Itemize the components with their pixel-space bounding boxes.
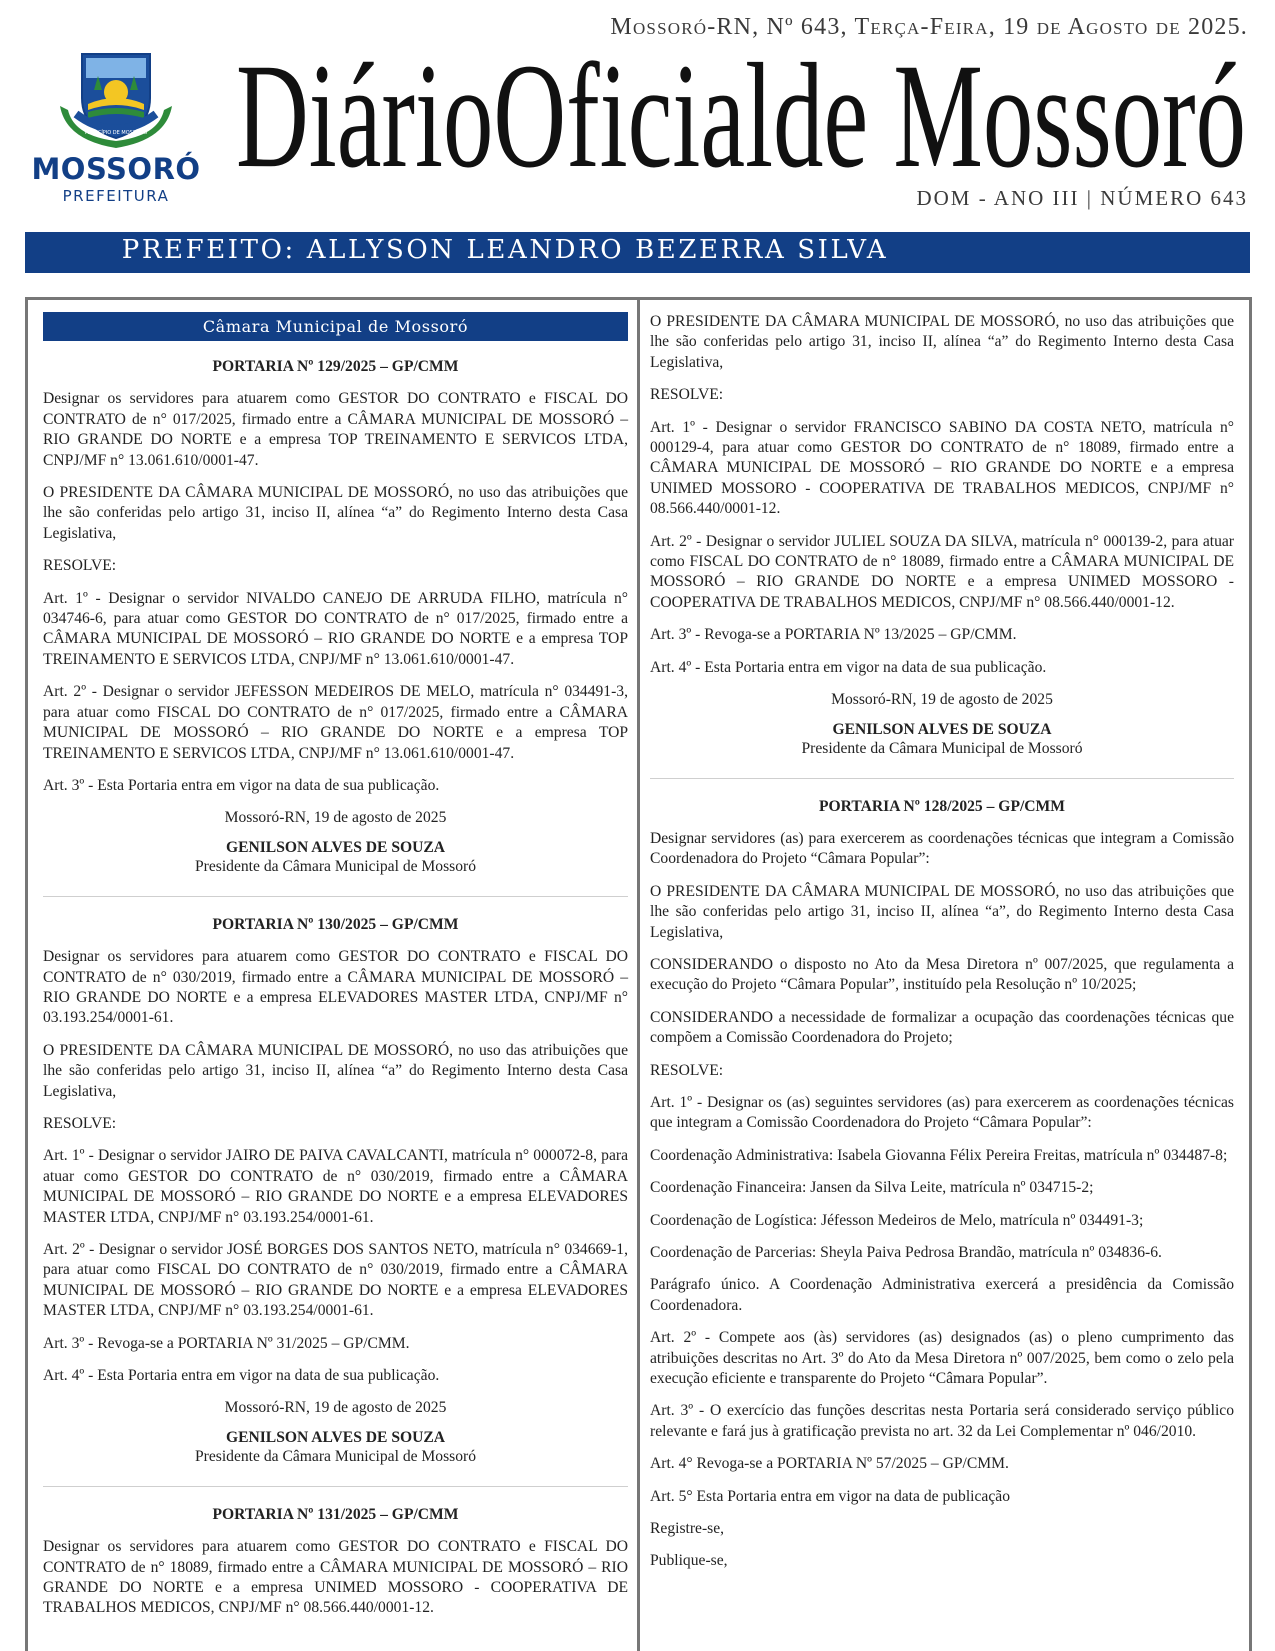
edition-line: Mossoró-RN, Nº 643, Terça-Feira, 19 de Agosto de 2025. [610,14,1248,40]
portaria-129-preamble: O PRESIDENTE DA CÂMARA MUNICIPAL DE MOSSORÓ, no uso das atribuições que lhe são conferidas pelo artigo 31, inciso II, alínea “a” do Regimento Interno desta Casa Legislativa, [43,484,628,542]
portaria-131-place-date: Mossoró-RN, 19 de agosto de 2025 [831,691,1053,709]
coordenacao-administrativa: Coordenação Administrativa: Isabela Giovanna Félix Pereira Freitas, matrícula nº 034487-8; [650,1146,1228,1164]
portaria-130-signer-role: Presidente da Câmara Municipal de Mossoró [194,1447,477,1465]
right-column [650,312,1234,1584]
portaria-128-considerando-2: CONSIDERANDO a necessidade de formalizar a ocupação das coordenações técnicas que compõem a Comissão Coordenadora do Projeto; [650,1008,1234,1047]
portaria-131-art3: Art. 3º - Revoga-se a PORTARIA Nº 13/2025 – GP/CMM. [650,626,1017,644]
portaria-130-art2: Art. 2º - Designar o servidor JOSÉ BORGES DOS SANTOS NETO, matrícula n° 034669-1, para atuar como FISCAL DO CONTRATO de n° 030/2019, firmado entre a CÂMARA MUNICIPAL DE MOSSORÓ – RIO GRANDE DO NORTE e a empresa ELEVADORES MASTER LTDA, CNPJ/MF n° 03.193.254/0001-61. [43,1241,628,1320]
portaria-131-resolve: RESOLVE: [650,386,724,404]
portaria-129-art1: Art. 1º - Designar o servidor NIVALDO CANEJO DE ARRUDA FILHO, matrícula n° 034746-6, para atuar como GESTOR DO CONTRATO de n° 017/2025, firmado entre a CÂMARA MUNICIPAL DE MOSSORÓ – RIO GRANDE DO NORTE e a empresa TOP TREINAMENTO E SERVICOS LTDA, CNPJ/MF n° 13.061.610/0001-47. [43,589,628,668]
portaria-130-title: PORTARIA Nº 130/2025 – GP/CMM [212,915,459,933]
portaria-128-resolve: RESOLVE: [650,1061,724,1079]
registre-se: Registre-se, [650,1520,725,1538]
portaria-131-signer: GENILSON ALVES DE SOUZA [832,720,1052,738]
publique-se: Publique-se, [650,1552,728,1570]
portaria-131-art4: Art. 4º - Esta Portaria entra em vigor na data de sua publicação. [650,658,1047,676]
portaria-131-art2: Art. 2º - Designar o servidor JULIEL SOUZA DA SILVA, matrícula n° 000139-2, para atuar como FISCAL DO CONTRATO de n° 18089, firmado entre a CÂMARA MUNICIPAL DE MOSSORÓ – RIO GRANDE DO NORTE e a empresa UNIMED MOSSORO - COOPERATIVA DE TRABALHOS MEDICOS, CNPJ/MF n° 08.566.440/0001-12. [650,532,1234,611]
city-logo [26,48,206,206]
logo-ribbon: MUNICÍPIO DE MOSSORÓ [84,130,148,136]
section-title: Câmara Municipal de Mossoró [43,312,628,341]
coordenacao-logistica: Coordenação de Logística: Jéfesson Medeiros de Melo, matrícula nº 034491-3; [650,1211,1144,1229]
portaria-128-title: PORTARIA Nº 128/2025 – GP/CMM [819,797,1065,815]
portaria-131-intro: Designar os servidores para atuarem como GESTOR DO CONTRATO e FISCAL DO CONTRATO de n° 18089, firmado entre a CÂMARA MUNICIPAL DE MOSSORÓ – RIO GRANDE DO NORTE e a empresa UNIMED MOSSORO - COOPERATIVA DE TRABALHOS MEDICOS, CNPJ/MF n° 08.566.440/0001-12. [43,1538,628,1617]
portaria-131-preamble: O PRESIDENTE DA CÂMARA MUNICIPAL DE MOSSORÓ, no uso das atribuições que lhe são conferidas pelo artigo 31, inciso II, alínea “a” do Regimento Interno desta Casa Legislativa, [650,313,1234,371]
portaria-129-art2: Art. 2º - Designar o servidor JEFESSON MEDEIROS DE MELO, matrícula n° 034491-3, para atuar como FISCAL DO CONTRATO de n° 017/2025, firmado entre a CÂMARA MUNICIPAL DE MOSSORÓ – RIO GRANDE DO NORTE e a empresa TOP TREINAMENTO E SERVICOS LTDA, CNPJ/MF n° 13.061.610/0001-47. [43,683,628,762]
portaria-128-intro: Designar servidores (as) para exercerem as coordenações técnicas que integram a Comissão Coordenadora do Projeto “Câmara Popular”: [650,829,1234,868]
column-divider [637,298,640,1651]
portaria-129-intro: Designar os servidores para atuarem como GESTOR DO CONTRATO e FISCAL DO CONTRATO de n° 017/2025, firmado entre a CÂMARA MUNICIPAL DE MOSSORÓ – RIO GRANDE DO NORTE e a empresa TOP TREINAMENTO E SERVICOS LTDA, CNPJ/MF n° 13.061.610/0001-47. [43,390,628,469]
mayor-banner [25,232,1250,273]
portaria-130-art1: Art. 1º - Designar o servidor JAIRO DE PAIVA CAVALCANTI, matrícula n° 000072-8, para atuar como GESTOR DO CONTRATO de n° 030/2019, firmado entre a CÂMARA MUNICIPAL DE MOSSORÓ – RIO GRANDE DO NORTE e a empresa ELEVADORES MASTER LTDA, CNPJ/MF n° 03.193.254/0001-61. [43,1147,628,1226]
portaria-128-preamble: O PRESIDENTE DA CÂMARA MUNICIPAL DE MOSSORÓ, no uso das atribuições que lhe são conferidas pelo artigo 31, inciso II, alínea “a”, do Regimento Interno desta Casa Legislativa, [650,882,1234,941]
portaria-128-art3: Art. 3º - O exercício das funções descritas nesta Portaria será considerado serviço público relevante e fará jus à gratificação prevista no art. 32 da Lei Complementar nº 046/2010. [650,1402,1234,1440]
masthead-title [232,38,1250,188]
portaria-129-place-date: Mossoró-RN, 19 de agosto de 2025 [224,809,447,827]
portaria-131-title: PORTARIA Nº 131/2025 – GP/CMM [212,1505,459,1523]
separator [650,778,1234,779]
masthead-text: DiárioOficialde Mossoró [236,38,1246,188]
portaria-129-signer: GENILSON ALVES DE SOUZA [225,838,446,856]
left-column [43,312,628,1631]
logo-subtitle: PREFEITURA [62,187,170,205]
portaria-130-art4: Art. 4º - Esta Portaria entra em vigor na data de sua publicação. [43,1367,440,1385]
logo-name: MOSSORÓ [31,152,201,186]
portaria-130-signer: GENILSON ALVES DE SOUZA [225,1428,446,1446]
portaria-129-resolve: RESOLVE: [43,557,117,575]
portaria-130-resolve: RESOLVE: [43,1114,117,1132]
separator [43,896,628,897]
portaria-129-art3: Art. 3º - Esta Portaria entra em vigor na data de sua publicação. [43,776,440,794]
issue-number: DOM - ANO III | NÚMERO 643 [916,186,1248,210]
portaria-130-place-date: Mossoró-RN, 19 de agosto de 2025 [224,1399,447,1417]
coat-of-arms-icon [54,48,178,152]
portaria-128-art5: Art. 5° Esta Portaria entra em vigor na data de publicação [650,1487,1010,1505]
coordenacao-parcerias: Coordenação de Parcerias: Sheyla Paiva Pedrosa Brandão, matrícula nº 034836-6. [650,1244,1162,1261]
portaria-129-signer-role: Presidente da Câmara Municipal de Mossoró [194,857,477,875]
portaria-128-art4: Art. 4° Revoga-se a PORTARIA Nº 57/2025 – GP/CMM. [650,1455,1009,1473]
portaria-130-preamble: O PRESIDENTE DA CÂMARA MUNICIPAL DE MOSSORÓ, no uso das atribuições que lhe são conferidas pelo artigo 31, inciso II, alínea “a” do Regimento Interno desta Casa Legislativa, [43,1041,628,1100]
portaria-128-art2: Art. 2º - Compete aos (às) servidores (as) designados (as) o pleno cumprimento das atribuições descritas no Art. 3º do Ato da Mesa Diretora nº 007/2025, bem como o zelo pela execução eficiente e transparente do Projeto “Câmara Popular”. [650,1329,1234,1388]
portaria-131-signer-role: Presidente da Câmara Municipal de Mossoró [801,739,1083,757]
portaria-130-intro: Designar os servidores para atuarem como GESTOR DO CONTRATO e FISCAL DO CONTRATO de n° 030/2019, firmado entre a CÂMARA MUNICIPAL DE MOSSORÓ – RIO GRANDE DO NORTE e a empresa ELEVADORES MASTER LTDA, CNPJ/MF n° 03.193.254/0001-61. [43,948,628,1027]
portaria-130-art3: Art. 3º - Revoga-se a PORTARIA Nº 31/2025 – GP/CMM. [43,1334,410,1352]
portaria-131-art1: Art. 1º - Designar o servidor FRANCISCO SABINO DA COSTA NETO, matrícula n° 000129-4, para atuar como GESTOR DO CONTRATO de n° 18089, firmado entre a CÂMARA MUNICIPAL DE MOSSORÓ – RIO GRANDE DO NORTE e a empresa UNIMED MOSSORO - COOPERATIVA DE TRABALHOS MEDICOS, CNPJ/MF n° 08.566.440/0001-12. [650,418,1234,518]
separator [43,1486,628,1487]
mayor-name: PREFEITO: ALLYSON LEANDRO BEZERRA SILVA [121,235,889,265]
portaria-129-title: PORTARIA Nº 129/2025 – GP/CMM [212,358,459,375]
coordenacao-financeira: Coordenação Financeira: Jansen da Silva Leite, matrícula nº 034715-2; [650,1179,1094,1197]
portaria-128-art1: Art. 1º - Designar os (as) seguintes servidores (as) para exercerem as coordenações técnicas que integram a Comissão Coordenadora do Projeto “Câmara Popular”: [650,1093,1234,1132]
paragrafo-unico: Parágrafo único. A Coordenação Administrativa exercerá a presidência da Comissão Coordenadora. [650,1276,1234,1314]
portaria-128-considerando-1: CONSIDERANDO o disposto no Ato da Mesa Diretora nº 007/2025, que regulamenta a execução do Projeto “Câmara Popular”, instituído pela Resolução nº 10/2025; [650,955,1234,994]
